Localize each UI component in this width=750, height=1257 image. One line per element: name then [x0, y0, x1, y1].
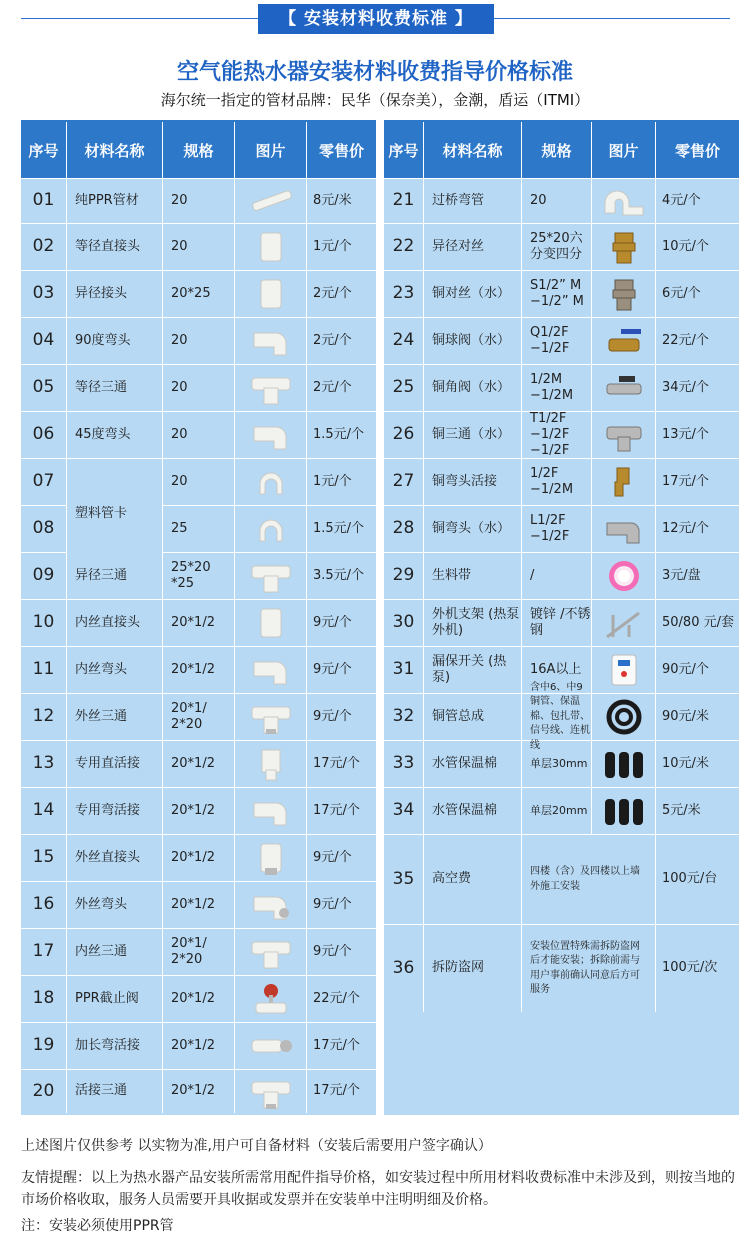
male-coupling-icon [246, 840, 296, 876]
cell-name: 专用弯活接 [67, 788, 163, 834]
cell-name: 等径三通 [67, 365, 163, 411]
cell-image [235, 224, 307, 270]
cell-name: 外机支架 (热泵外机) [424, 600, 522, 646]
cell-image [235, 741, 307, 787]
cell-spec: 20*1/ 2*20 [163, 929, 235, 975]
angle-valve-icon [599, 370, 649, 406]
cell-price: 22元/个 [313, 990, 360, 1006]
cell-image [235, 271, 307, 317]
cell-image [235, 1070, 307, 1113]
cell-spec: S1/2” M −1/2” M [522, 271, 592, 317]
cell-image [592, 179, 656, 223]
cell-no: 22 [384, 224, 424, 270]
cell-image [235, 459, 307, 505]
insulation-30-icon [599, 746, 649, 782]
leakage-switch-icon [599, 652, 649, 688]
union-tee-icon [246, 1074, 296, 1110]
header-no: 序号 [384, 122, 424, 178]
cell-image [235, 318, 307, 364]
cell-spec: 16A以上 [522, 647, 592, 693]
footer-reminder: 友情提醒：以上为热水器产品安装所需常用配件指导价格，如安装过程中所用材料收费标准中未涉及到，则按当地的市场价格收取，服务人员需要开具收据或发票并在安装单中注明明细及价格。 [21, 1170, 735, 1208]
table-row [21, 740, 376, 787]
cell-price: 2元/个 [313, 332, 352, 348]
cell-image [235, 929, 307, 975]
cell-price: 22元/个 [662, 332, 709, 348]
cell-name: 水管保温棉 [424, 741, 522, 787]
table-row [21, 270, 376, 317]
table-row [384, 411, 739, 458]
table-row [384, 178, 739, 223]
table-header [21, 122, 376, 178]
pipe-clip-icon [246, 464, 296, 500]
cell-price: 17元/个 [313, 755, 360, 771]
cell-name: 45度弯头 [67, 412, 163, 458]
table-row [384, 599, 739, 646]
cell-spec: 20 [163, 459, 235, 505]
cell-spec: 四楼（含）及四楼以上墙外施工安装 [522, 835, 656, 924]
table-row [21, 317, 376, 364]
cell-name: 内丝直接头 [67, 600, 163, 646]
elbow-45-icon [246, 417, 296, 453]
cell-image [592, 600, 656, 646]
header-image: 图片 [592, 122, 656, 178]
table-row [384, 740, 739, 787]
cell-image [235, 553, 307, 599]
table-row [384, 552, 739, 599]
cell-image [235, 835, 307, 881]
cell-spec: 25 [163, 505, 235, 552]
cell-spec: 20*1/2 [163, 835, 235, 881]
cell-name: 专用直活接 [67, 741, 163, 787]
table-row [384, 364, 739, 411]
cell-name: 内丝弯头 [67, 647, 163, 693]
cell-price: 1.5元/个 [307, 505, 376, 552]
cell-spec: 25*20六 分变四分 [522, 224, 592, 270]
table-row [21, 223, 376, 270]
cell-spec: 20 [163, 179, 235, 223]
header-price: 零售价 [674, 141, 720, 160]
cell-image [235, 1023, 307, 1069]
female-elbow-icon [246, 652, 296, 688]
cell-price: 12元/个 [662, 520, 709, 536]
cell-no: 35 [384, 835, 424, 924]
cell-no: 25 [384, 365, 424, 411]
cell-name: 纯PPR管材 [67, 179, 163, 223]
cell-name: 异径三通 [67, 553, 163, 599]
cell-no: 11 [21, 647, 67, 693]
straight-union-icon [246, 746, 296, 782]
cell-price: 8元/米 [313, 192, 352, 208]
cell-spec: 20*1/2 [163, 600, 235, 646]
cell-no: 18 [21, 976, 67, 1022]
cell-spec: 20 [163, 318, 235, 364]
cell-no: 32 [384, 694, 424, 740]
female-coupling-icon [246, 605, 296, 641]
cell-spec: 20 [522, 179, 592, 223]
cell-name: 水管保温棉 [424, 788, 522, 834]
table-row [21, 787, 376, 834]
cell-image [592, 647, 656, 693]
cell-spec: 20*1/ 2*20 [163, 694, 235, 740]
cell-image [592, 788, 656, 834]
cell-image [592, 365, 656, 411]
cell-price: 100元/台 [662, 871, 718, 887]
reducer-coupling-icon [246, 276, 296, 312]
cell-no: 01 [21, 179, 67, 223]
cell-price: 9元/个 [313, 708, 352, 724]
cell-name: 铜角阀（水） [424, 365, 522, 411]
cell-price: 1元/个 [313, 473, 352, 489]
table-row [21, 1069, 376, 1113]
cell-name-merged: 塑料管卡 [67, 464, 163, 559]
cell-name: 外丝直接头 [67, 835, 163, 881]
cell-no: 14 [21, 788, 67, 834]
table-row [384, 317, 739, 364]
header-price: 零售价 [318, 141, 364, 160]
table-row [21, 411, 376, 458]
price-table-right [384, 120, 739, 1115]
table-body [21, 178, 376, 1113]
cell-name: 铜球阀（水） [424, 318, 522, 364]
table-row [384, 834, 739, 924]
cell-spec: 25*20 *25 [163, 553, 235, 599]
cell-image [235, 976, 307, 1022]
cell-price: 13元/个 [662, 426, 709, 442]
cell-name: 异径对丝 [424, 224, 522, 270]
cell-name: 高空费 [424, 835, 522, 924]
banner-title: 【 安装材料收费标准 】 [258, 4, 494, 34]
cell-name: 外丝弯头 [67, 882, 163, 928]
cell-price: 34元/个 [662, 379, 709, 395]
cell-name: PPR截止阀 [67, 976, 163, 1022]
cell-spec: 20*1/2 [163, 882, 235, 928]
cell-no: 02 [21, 224, 67, 270]
cell-no: 31 [384, 647, 424, 693]
table-row [21, 646, 376, 693]
tee-icon [246, 370, 296, 406]
cell-price: 17元/个 [313, 802, 360, 818]
cell-image [235, 647, 307, 693]
cell-no: 04 [21, 318, 67, 364]
cell-image [592, 318, 656, 364]
header-spec: 规格 [522, 122, 592, 178]
cell-price: 90元/米 [662, 708, 709, 724]
cell-price: 1.5元/个 [313, 426, 365, 442]
cell-spec: 含中6、中9铜管、保温棉、包扎带、信号线、连机线 [522, 694, 592, 740]
cell-price: 3元/盘 [662, 567, 701, 583]
page-subtitle: 海尔统一指定的管材品牌：民华（保奈美），金潮，盾运（ITMI） [160, 91, 590, 109]
cell-name: 拆防盗网 [424, 925, 522, 1012]
cell-spec: 20 [163, 412, 235, 458]
price-table-left [21, 120, 376, 1115]
header-image: 图片 [235, 122, 307, 178]
cell-no: 13 [21, 741, 67, 787]
table-row [21, 834, 376, 881]
cell-name: 异径接头 [67, 271, 163, 317]
cell-no: 29 [384, 553, 424, 599]
cell-name: 铜三通（水） [424, 412, 522, 458]
insulation-20-icon [599, 793, 649, 829]
brass-tee-icon [599, 417, 649, 453]
cell-price: 100元/次 [662, 960, 718, 976]
cell-name: 外丝三通 [67, 694, 163, 740]
pipe-clip-icon [246, 511, 296, 547]
cell-no: 09 [21, 553, 67, 599]
male-tee-icon [246, 699, 296, 735]
cell-no: 12 [21, 694, 67, 740]
cell-price: 4元/个 [662, 192, 701, 208]
table-row [21, 599, 376, 646]
cell-name: 铜对丝（水） [424, 271, 522, 317]
cell-image [592, 224, 656, 270]
cell-name: 漏保开关 (热泵) [424, 647, 522, 693]
cell-price: 1元/个 [313, 238, 352, 254]
cell-name: 90度弯头 [67, 318, 163, 364]
cell-image [235, 505, 307, 552]
banner-rule-right [494, 18, 730, 19]
elbow-union-icon [246, 793, 296, 829]
cell-price: 10元/个 [662, 238, 709, 254]
cell-image [592, 506, 656, 552]
cell-spec: T1/2F −1/2F −1/2F [522, 412, 592, 458]
cell-no: 27 [384, 459, 424, 505]
cell-spec: 20*1/2 [163, 1023, 235, 1069]
cell-no: 16 [21, 882, 67, 928]
cell-spec: 20*1/2 [163, 976, 235, 1022]
cell-no: 05 [21, 365, 67, 411]
cell-image [592, 271, 656, 317]
table-row [384, 458, 739, 505]
footer-ppr-note: 注：安装必须使用PPR管 [21, 1218, 174, 1234]
cell-spec: 20*1/2 [163, 788, 235, 834]
header-name: 材料名称 [424, 122, 522, 178]
cell-price: 6元/个 [662, 285, 701, 301]
cell-no: 24 [384, 318, 424, 364]
cell-price: 17元/个 [662, 473, 709, 489]
brass-elbow-union-icon [599, 464, 649, 500]
straight-coupling-icon [246, 229, 296, 265]
table-row [21, 552, 376, 599]
cell-image [235, 788, 307, 834]
table-row [21, 1022, 376, 1069]
cell-spec: L1/2F −1/2F [522, 506, 592, 552]
cell-spec: 20*25 [163, 271, 235, 317]
cell-spec: 单层30mm [522, 741, 592, 787]
cell-price: 9元/个 [313, 614, 352, 630]
table-row [384, 681, 739, 751]
cell-no: 26 [384, 412, 424, 458]
cell-spec: 安装位置特殊需拆防盗网后才能安装；拆除前需与用户事前确认同意后方可服务 [522, 925, 656, 1012]
page-title: 空气能热水器安装材料收费指导价格标准 [176, 60, 573, 85]
reducing-tee-icon [246, 558, 296, 594]
cell-spec: 20*1/2 [163, 1070, 235, 1113]
cell-price: 10元/米 [662, 755, 709, 771]
outdoor-bracket-icon [599, 605, 649, 641]
cell-no: 30 [384, 600, 424, 646]
cell-price: 50/80 元/套 [662, 614, 734, 630]
female-tee-icon [246, 934, 296, 970]
cell-image [235, 882, 307, 928]
header-spec: 规格 [163, 122, 235, 178]
banner-area [0, 0, 750, 40]
cell-no: 03 [21, 271, 67, 317]
brass-nipple-icon [599, 276, 649, 312]
cell-no: 23 [384, 271, 424, 317]
cell-name: 生料带 [424, 553, 522, 599]
cell-name: 过桥弯管 [424, 179, 522, 223]
male-elbow-icon [246, 887, 296, 923]
cell-no: 28 [384, 506, 424, 552]
table-row [384, 924, 739, 1012]
cell-image [235, 179, 307, 223]
cell-image [592, 741, 656, 787]
cell-image [592, 459, 656, 505]
cell-image [235, 600, 307, 646]
cell-spec: 1/2M −1/2M [522, 365, 592, 411]
cell-no: 06 [21, 412, 67, 458]
header-name: 材料名称 [67, 122, 163, 178]
cell-no: 08 [21, 505, 67, 552]
cell-price: 90元/个 [662, 661, 709, 677]
table-row [21, 364, 376, 411]
cell-price: 9元/个 [313, 849, 352, 865]
cell-price: 3.5元/个 [313, 567, 365, 583]
brass-elbow-icon [599, 511, 649, 547]
cell-name: 活接三通 [67, 1070, 163, 1113]
cell-price: 17元/个 [313, 1083, 360, 1099]
cell-spec: 20*1/2 [163, 647, 235, 693]
table-row [384, 787, 739, 834]
footer-note: 上述图片仅供参考 以实物为准,用户可自备材料（安装后需要用户签字确认） [21, 1138, 492, 1154]
stop-valve-icon [246, 981, 296, 1017]
cell-price: 5元/米 [662, 802, 701, 818]
cell-spec: 20 [163, 365, 235, 411]
cell-no: 17 [21, 929, 67, 975]
cell-no: 10 [21, 600, 67, 646]
table-row [21, 975, 376, 1022]
copper-pipe-assembly-icon [599, 699, 649, 735]
cell-image [235, 694, 307, 740]
cell-price: 9元/个 [313, 896, 352, 912]
cell-price: 2元/个 [313, 285, 352, 301]
cell-no: 21 [384, 179, 424, 223]
cell-price: 2元/个 [313, 379, 352, 395]
cell-spec: 1/2F −1/2M [522, 459, 592, 505]
cell-name: 铜管总成 [424, 694, 522, 740]
cell-no: 20 [21, 1070, 67, 1113]
cell-image [235, 412, 307, 458]
cell-name: 铜弯头活接 [424, 459, 522, 505]
long-elbow-union-icon [246, 1028, 296, 1064]
cell-no: 15 [21, 835, 67, 881]
cell-spec: 20 [163, 224, 235, 270]
banner-rule-left [21, 18, 258, 19]
cell-spec: 单层20mm [522, 788, 592, 834]
cell-price: 9元/个 [313, 661, 352, 677]
cell-no: 34 [384, 788, 424, 834]
cell-image [235, 365, 307, 411]
cell-name: 等径直接头 [67, 224, 163, 270]
table-row [384, 270, 739, 317]
cell-no: 19 [21, 1023, 67, 1069]
table-row [384, 223, 739, 270]
ppr-pipe-icon [246, 183, 296, 219]
elbow-90-icon [246, 323, 296, 359]
cell-image [592, 694, 656, 740]
header-no: 序号 [21, 122, 67, 178]
cell-image [592, 553, 656, 599]
table-header [384, 122, 739, 178]
cell-spec: / [522, 553, 592, 599]
ptfe-tape-icon [599, 558, 649, 594]
cell-price: 17元/个 [313, 1037, 360, 1053]
table-row [21, 693, 376, 740]
table-row [21, 928, 376, 975]
brass-reducer-icon [599, 229, 649, 265]
cell-no: 36 [384, 925, 424, 1012]
cell-price: 9元/个 [313, 943, 352, 959]
cell-no: 07 [21, 459, 67, 505]
table-body [384, 178, 739, 1012]
cell-spec: Q1/2F −1/2F [522, 318, 592, 364]
table-row [21, 178, 376, 223]
bridge-bend-icon [599, 183, 649, 219]
cell-no: 33 [384, 741, 424, 787]
cell-spec: 镀锌 /不锈钢 [522, 600, 592, 646]
cell-spec: 20*1/2 [163, 741, 235, 787]
table-row [21, 881, 376, 928]
table-row [384, 505, 739, 552]
cell-name: 铜弯头（水） [424, 506, 522, 552]
cell-image [592, 412, 656, 458]
cell-name: 内丝三通 [67, 929, 163, 975]
cell-name: 加长弯活接 [67, 1023, 163, 1069]
ball-valve-icon [599, 323, 649, 359]
